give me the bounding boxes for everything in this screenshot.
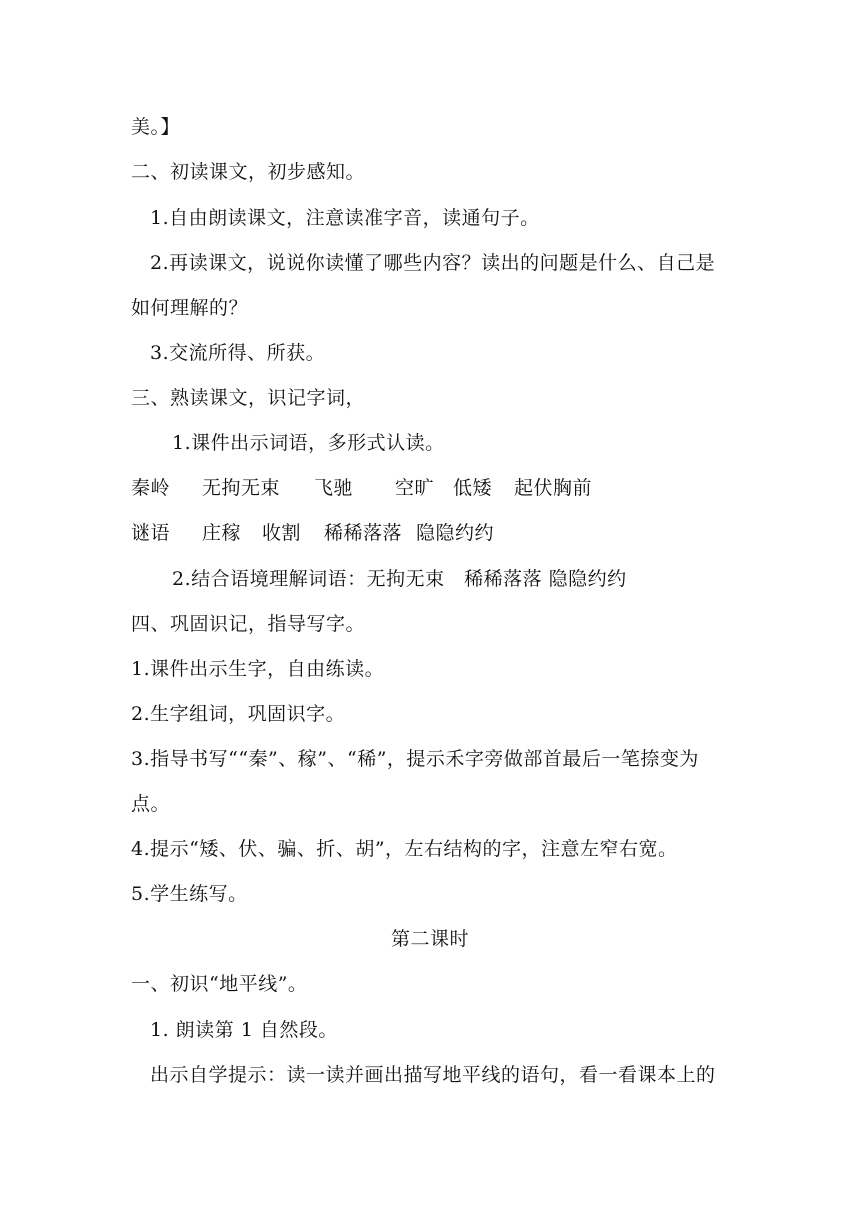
section-heading: 三、熟读课文，识记字词， xyxy=(131,387,366,409)
section-heading: 四、巩固识记，指导写字。 xyxy=(131,613,366,635)
text-line: 1.课件出示生字，自由练读。 xyxy=(131,658,385,680)
text-line: 2.生字组词，巩固识字。 xyxy=(131,703,346,725)
section-heading: 二、初读课文，初步感知。 xyxy=(131,161,366,183)
text-line: 2.再读课文，说说你读懂了哪些内容？读出的问题是什么、自己是 xyxy=(150,252,716,274)
text-line: 3.交流所得、所获。 xyxy=(150,342,326,364)
word-item: 低矮 xyxy=(453,477,493,499)
word-item: 庄稼 xyxy=(202,522,242,544)
word-item: 收割 xyxy=(262,522,302,544)
word-item: 隐隐约约 xyxy=(416,522,495,544)
word-list-row xyxy=(131,521,494,545)
text-line: 美。】 xyxy=(131,116,181,138)
word-list-row xyxy=(131,476,592,500)
text-line: 5.学生练写。 xyxy=(131,883,248,905)
word-item: 飞驰 xyxy=(314,477,354,499)
word-item: 谜语 xyxy=(131,522,171,544)
text-line: 点。 xyxy=(131,793,171,815)
text-line: 出示自学提示：读一读并画出描写地平线的语句，看一看课本上的 xyxy=(150,1064,716,1086)
text-line: 4.提示“矮、伏、骗、折、胡”，左右结构的字，注意左窄右宽。 xyxy=(131,838,678,860)
word-item: 起伏胸前 xyxy=(514,477,593,499)
text-line: 2.结合语境理解词语：无拘无束 稀稀落落 隐隐约约 xyxy=(172,568,627,590)
section-heading: 一、初识“地平线”。 xyxy=(131,973,308,995)
text-line: 3.指导书写““秦”、稼”、“稀”，提示禾字旁做部首最后一笔捺变为 xyxy=(131,748,699,770)
word-item: 无拘无束 xyxy=(202,477,281,499)
lesson-title: 第二课时 xyxy=(390,928,469,950)
text-line: 1.课件出示词语，多形式认读。 xyxy=(172,432,445,454)
text-line: 1. 朗读第 1 自然段。 xyxy=(150,1019,338,1041)
word-item: 稀稀落落 xyxy=(324,522,403,544)
text-line: 1.自由朗读课文，注意读准字音，读通句子。 xyxy=(150,207,540,229)
word-item: 秦岭 xyxy=(131,477,171,499)
word-item: 空旷 xyxy=(395,477,435,499)
text-line: 如何理解的？ xyxy=(131,297,249,319)
